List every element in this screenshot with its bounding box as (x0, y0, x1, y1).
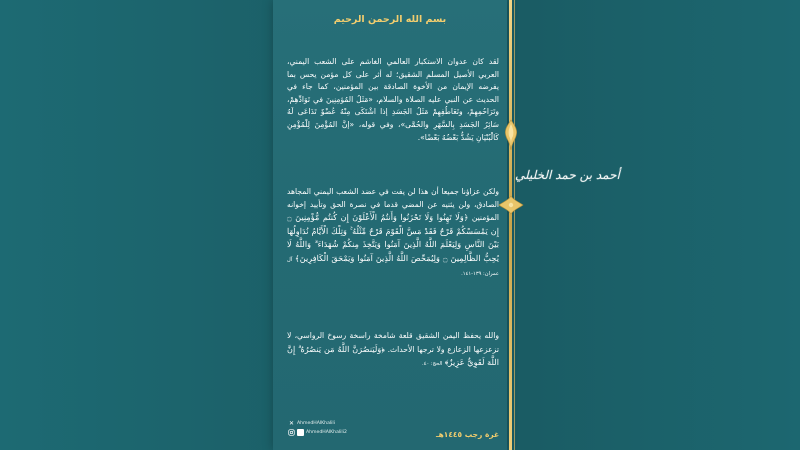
paragraph-1 (287, 56, 499, 144)
quran-verse-1: ﴿وَلَا تَهِنُوا وَلَا تَحْزَنُوا وَأَنتُمُ الْأَعْلَوْنَ إِن كُنتُم مُّؤْمِنِينَ ۝ إِن يَمْسَسْكُمْ قَرْحٌ فَقَدْ مَسَّ الْقَوْمَ قَرْحٌ مِّثْلُهُ ۚ وَتِلْكَ الْأَيَّامُ نُدَاوِلُهَا بَيْنَ النَّاسِ وَلِيَعْلَمَ اللَّهُ الَّذِينَ آمَنُوا وَيَتَّخِذَ مِنكُمْ شُهَدَاءَ ۗ وَاللَّهُ لَا يُحِبُّ الظَّالِمِينَ ۝ وَلِيُمَحِّصَ اللَّهُ الَّذِينَ آمَنُوا وَيَمْحَقَ الْكَافِرِينَ﴾ (287, 212, 499, 263)
signature: أحمد بن حمد الخليلي (515, 168, 620, 182)
instagram-icon (288, 429, 295, 436)
paragraph-2 (287, 186, 499, 280)
instagram-handle: AhmedHAlKhalili2 (306, 430, 347, 435)
gold-flourish-icon (497, 194, 525, 216)
paragraph-3 (287, 330, 499, 371)
social-x[interactable] (288, 420, 335, 427)
basmala-heading: بسم الله الرحمن الرحيم (333, 14, 447, 25)
letter-date: غرة رجب ١٤٤٥هـ (436, 430, 500, 439)
verse-reference-1: آل عمران: ١٣٩-١٤١. (287, 256, 499, 277)
paragraph-1-text: لقد كان عدوان الاستكبار العالمي الغاشم على الشعب اليمني، العربي الأصيل المسلم الشقيق؛ له أثر على كل مؤمن يحس بما يفرضه الإيمان من الأخوة الصادقة بين المؤمنين، كما جاء في الحديث عن النبي عليه الصلاة والسلام، «مَثَلُ المُؤمِنِينَ في تَوَادِّهِمْ، وتَرَاحُمِهِمْ، وتَعَاطُفِهِمْ مَثَلُ الجَسَدِ إذا اشْتَكَى مِنْهُ عُضْوٌ تَدَاعَى لَهُ سَائِرُ الجَسَدِ بِالسَّهَرِ والحُمَّى»، وفي قوله، «إنَّ المُؤْمِنَ لِلْمُؤْمِنِ كَالْبُنْيَانِ يَشُدُّ بَعْضُهُ بَعْضًا». (287, 57, 499, 142)
quran-verse-2: ﴿وَلَيَنصُرَنَّ اللَّهُ مَن يَنصُرُهُ ۗ إِنَّ اللَّهَ لَقَوِيٌّ عَزِيزٌ﴾ (287, 343, 499, 368)
verse-reference-2: الحج: ٤٠. (422, 361, 443, 368)
x-logo-icon: ✕ (288, 420, 295, 427)
gold-ornament-icon (500, 118, 522, 152)
paragraph-3-intro: والله يحفظ اليمن الشقيق قلعة شامخة راسخة رسوخ الرواسي، لا تزعزعها الزعازع ولا ترجها الأحداث. (287, 331, 499, 354)
social-instagram-facebook[interactable] (288, 429, 347, 436)
x-handle: AhmedHAlKhalili (297, 421, 335, 426)
gold-divider-line (509, 0, 512, 450)
facebook-icon: f (297, 429, 304, 436)
paragraph-2-intro: ولكن عزاؤنا جميعا أن هذا لن يفت في عضد الشعب اليمني المجاهد الصادق، ولن يثنيه عن المضي قدما في نصرة الحق وتأييد إخوانه المؤمنين (287, 187, 499, 223)
gold-divider-line-thin (514, 0, 515, 450)
